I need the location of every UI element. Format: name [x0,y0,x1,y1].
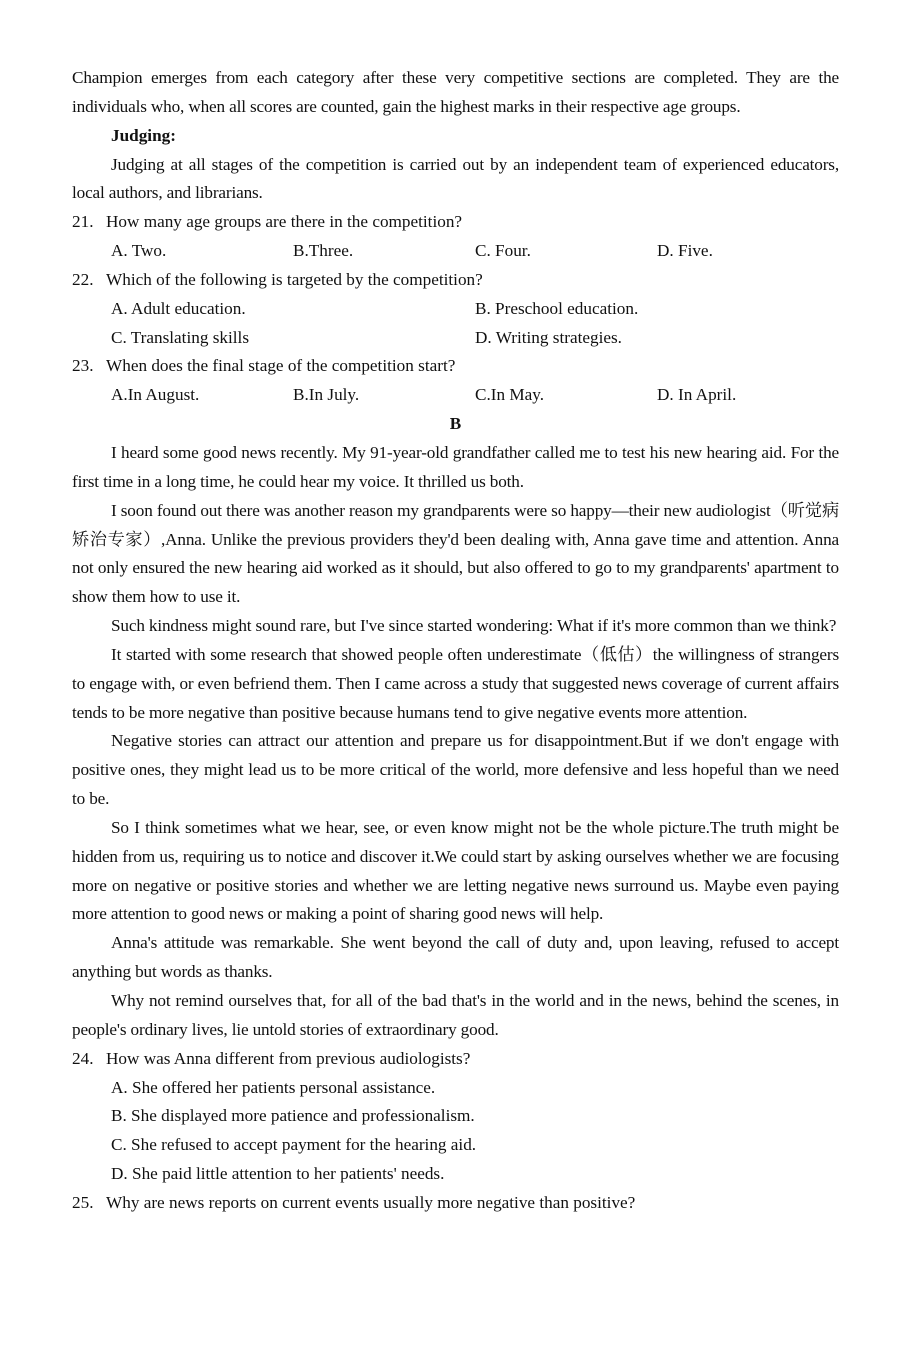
question-23 [72,352,839,410]
judging-heading: Judging: [111,125,176,145]
option-a: A.In August. [111,385,200,405]
option-d: D. Writing strategies. [475,327,622,347]
passage-b-paragraph: So I think sometimes what we hear, see, or even know might not be the whole picture.The truth might be hidden from us, requiring us to notice and discover it.We could start by asking ourselves whether we are focusing more on negative or positive stories and whether we are letting negative news surround us. Maybe even paying more attention to good news or making a point of sharing good news will help. [72,817,839,924]
options-row [72,295,839,324]
question-text: Which of the following is targeted by the competition? [106,269,483,289]
passage-b-paragraph: Negative stories can attract our attention and prepare us for disappointment.But if we don't engage with positive ones, they might lead us to be more critical of the world, more defensive and less hopeful than we need to be. [72,731,839,809]
option-b: B.In July. [293,385,360,405]
options-row [72,324,839,353]
question-21 [72,208,839,266]
option-c: C. Translating skills [111,327,250,347]
option-a: A. Two. [111,241,167,261]
option-c: C. She refused to accept payment for the hearing aid. [111,1135,477,1155]
option-b: B. Preschool education. [475,298,639,318]
question-22 [72,266,839,353]
passage-b-paragraph: I soon found out there was another reason my grandparents were so happy—their new audiologist（听觉病矫治专家）,Anna. Unlike the previous providers they'd been dealing with, Anna gave time and attention. Anna not only ensured the new hearing aid worked as it should, but also offered to go to my grandparents' apartment to show them how to use it. [72,500,839,607]
question-number: 24. [72,1048,94,1068]
passage-b-paragraph: Anna's attitude was remarkable. She went beyond the call of duty and, upon leaving, refused to accept anything but words as thanks. [72,933,839,982]
option-c: C. Four. [475,241,531,261]
question-number: 21. [72,212,94,232]
passage-a-paragraph: Champion emerges from each category after these very competitive sections are completed. They are the individuals who, when all scores are counted, gain the highest marks in their respective age groups. [72,68,839,116]
question-25 [72,1189,839,1218]
question-text: How many age groups are there in the competition? [106,212,463,232]
question-24 [72,1045,839,1189]
exam-page [72,64,839,1218]
option-d: D. She paid little attention to her patients' needs. [111,1164,445,1184]
option-a: A. Adult education. [111,298,246,318]
passage-b-paragraph: I heard some good news recently. My 91-year-old grandfather called me to test his new hearing aid. For the first time in a long time, he could hear my voice. It thrilled us both. [72,442,839,491]
passage-a-paragraph: Judging at all stages of the competition is carried out by an independent team of experienced educators, local authors, and librarians. [72,154,839,203]
options-row [72,381,839,410]
section-b-title: B [449,414,462,434]
option-d: D. In April. [657,385,737,405]
question-text: When does the final stage of the competition start? [106,356,456,376]
question-text: How was Anna different from previous audiologists? [106,1048,471,1068]
option-b: B. She displayed more patience and professionalism. [111,1106,475,1126]
option-d: D. Five. [657,241,713,261]
question-number: 22. [72,269,94,289]
question-number: 23. [72,356,94,376]
option-a: A. She offered her patients personal assistance. [111,1077,436,1097]
question-number: 25. [72,1192,94,1212]
options-row [72,237,839,266]
passage-b-paragraph: It started with some research that showed people often underestimate（低估）the willingness of strangers to engage with, or even befriend them. Then I came across a study that suggested news coverage of current affairs tends to be more negative than positive because humans tend to give negative events more attention. [72,644,839,722]
passage-b-paragraph: Such kindness might sound rare, but I've since started wondering: What if it's more common than we think? [111,616,837,636]
option-b: B.Three. [293,241,354,261]
question-text: Why are news reports on current events usually more negative than positive? [106,1192,636,1212]
passage-b-paragraph: Why not remind ourselves that, for all of the bad that's in the world and in the news, behind the scenes, in people's ordinary lives, lie untold stories of extraordinary good. [72,991,839,1039]
option-c: C.In May. [475,385,545,405]
